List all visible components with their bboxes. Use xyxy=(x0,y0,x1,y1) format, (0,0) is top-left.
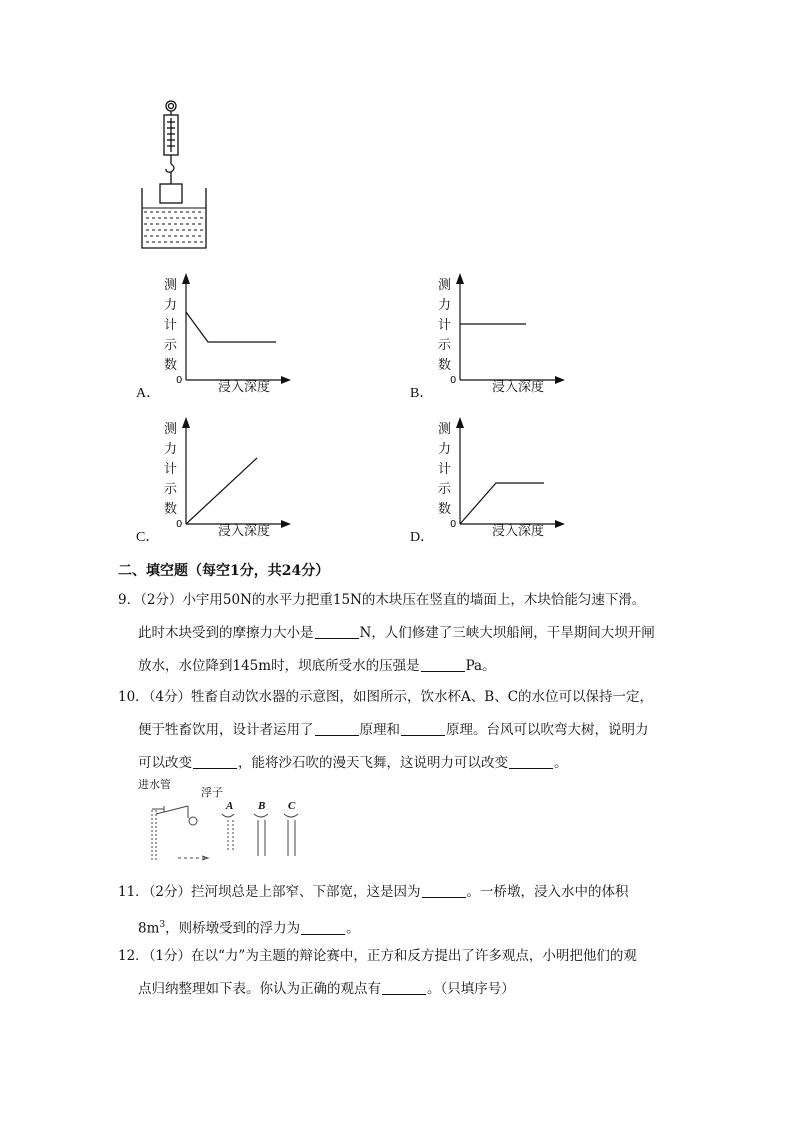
q9-points: （2分） xyxy=(140,592,183,608)
q12-number: 12． xyxy=(118,948,149,964)
q10-line2a: 便于牲畜饮用，设计者运用了 xyxy=(138,722,314,738)
graph-b xyxy=(410,270,570,400)
q10-line2c: 原理。台风可以吹弯大树，说明力 xyxy=(446,722,649,738)
q9-line2b: N，人们修建了三峡大坝船闸，干旱期间大坝开闸 xyxy=(359,625,655,641)
q10-line3c: 。 xyxy=(554,755,568,771)
cup-c-label: C xyxy=(288,800,296,812)
q11-line2b: ，则桥墩受到的浮力为 xyxy=(165,920,301,937)
q10-line3a: 可以改变 xyxy=(138,755,192,771)
q11-line2c: 。 xyxy=(346,920,360,937)
graph-b-x-label: 浸入深度 xyxy=(492,380,545,395)
graph-c-plot xyxy=(136,414,296,544)
q11-number: 11． xyxy=(118,884,149,900)
q9-blank-2[interactable] xyxy=(421,657,465,672)
q9-line2a: 此时木块受到的摩擦力大小是 xyxy=(138,625,314,641)
spring-balance-figure xyxy=(130,98,220,258)
question-10 xyxy=(118,681,688,780)
q12-points: （1分） xyxy=(148,948,192,964)
q10-blank-3[interactable] xyxy=(193,754,237,769)
graph-d-origin: 0 xyxy=(450,519,457,530)
graph-c xyxy=(136,414,296,544)
water-drinker-figure xyxy=(138,776,318,866)
q12-line2b: 。（只填序号） xyxy=(427,981,515,997)
q10-blank-2[interactable] xyxy=(401,721,445,736)
graph-c-curve xyxy=(186,458,257,524)
q10-blank-4[interactable] xyxy=(509,754,553,769)
option-c-label: C． xyxy=(136,530,160,545)
graph-a-origin: 0 xyxy=(176,375,183,386)
inlet-pipe-label: 进水管 xyxy=(138,778,171,791)
q11-superscript: 3 xyxy=(159,920,166,930)
q12-line2a: 点归纳整理如下表。你认为正确的观点有 xyxy=(138,981,381,997)
question-11 xyxy=(118,876,688,946)
cup-b-label: B xyxy=(258,800,266,812)
option-d-label: D． xyxy=(410,530,435,545)
float-label: 浮子 xyxy=(201,786,223,799)
q9-line3b: Pa。 xyxy=(465,658,496,674)
q10-number: 10． xyxy=(118,689,149,705)
graph-b-y-label: 测 力 计 示 数 xyxy=(438,278,452,373)
q9-line1: 小宇用50N的水平力把重15N的木块压在竖直的墙面上，木块恰能匀速下滑。 xyxy=(182,592,646,608)
q9-blank-1[interactable] xyxy=(315,624,359,639)
graph-d-y-label: 测 力 计 示 数 xyxy=(438,422,452,517)
graph-d-x-label: 浸入深度 xyxy=(492,524,545,539)
q9-number: 9． xyxy=(118,592,141,608)
q11-line2a: 8m xyxy=(138,920,160,937)
graph-c-y-label: 测 力 计 示 数 xyxy=(164,422,178,517)
q10-blank-1[interactable] xyxy=(315,721,359,736)
question-12 xyxy=(118,940,688,1006)
q10-line1: 牲畜自动饮水器的示意图，如图所示，饮水杯A、B、C的水位可以保持一定， xyxy=(191,689,654,705)
graph-a-curve xyxy=(186,312,276,342)
q10-points: （4分） xyxy=(148,689,192,705)
q10-line2b: 原理和 xyxy=(359,722,400,738)
graph-b-plot xyxy=(410,270,570,400)
option-b-label: B． xyxy=(410,386,434,401)
graph-d-curve xyxy=(460,483,544,524)
graph-a xyxy=(136,270,296,400)
graph-d xyxy=(410,414,570,544)
graph-a-y-label: 测 力 计 示 数 xyxy=(164,278,178,373)
graph-c-x-label: 浸入深度 xyxy=(218,524,271,539)
q11-line1a: 拦河坝总是上部窄、下部宽，这是因为 xyxy=(191,884,421,900)
graph-b-origin: 0 xyxy=(450,375,457,386)
section-title: 二、填空题（每空1分，共24分） xyxy=(118,563,330,579)
question-9 xyxy=(118,584,678,683)
q10-line3b: ，能将沙石吹的漫天飞舞，这说明力可以改变 xyxy=(238,755,508,771)
q11-blank-2[interactable] xyxy=(301,920,345,935)
graph-d-plot xyxy=(410,414,570,544)
option-a-label: A． xyxy=(136,386,161,401)
cup-a-label: A xyxy=(226,800,234,812)
q11-points: （2分） xyxy=(148,884,192,900)
graph-a-x-label: 浸入深度 xyxy=(218,380,271,395)
q11-blank-1[interactable] xyxy=(422,883,466,898)
graph-c-origin: 0 xyxy=(176,519,183,530)
q11-line1b: 。一桥墩，浸入水中的体积 xyxy=(466,884,629,900)
q12-blank-1[interactable] xyxy=(382,980,426,995)
graph-a-plot xyxy=(136,270,296,400)
water-drinker-drawing xyxy=(138,776,318,866)
q9-line3a: 放水，水位降到145m时，坝底所受水的压强是 xyxy=(138,658,420,674)
q12-line1: 在以“力”为主题的辩论赛中，正方和反方提出了许多观点，小明把他们的观 xyxy=(191,948,637,964)
